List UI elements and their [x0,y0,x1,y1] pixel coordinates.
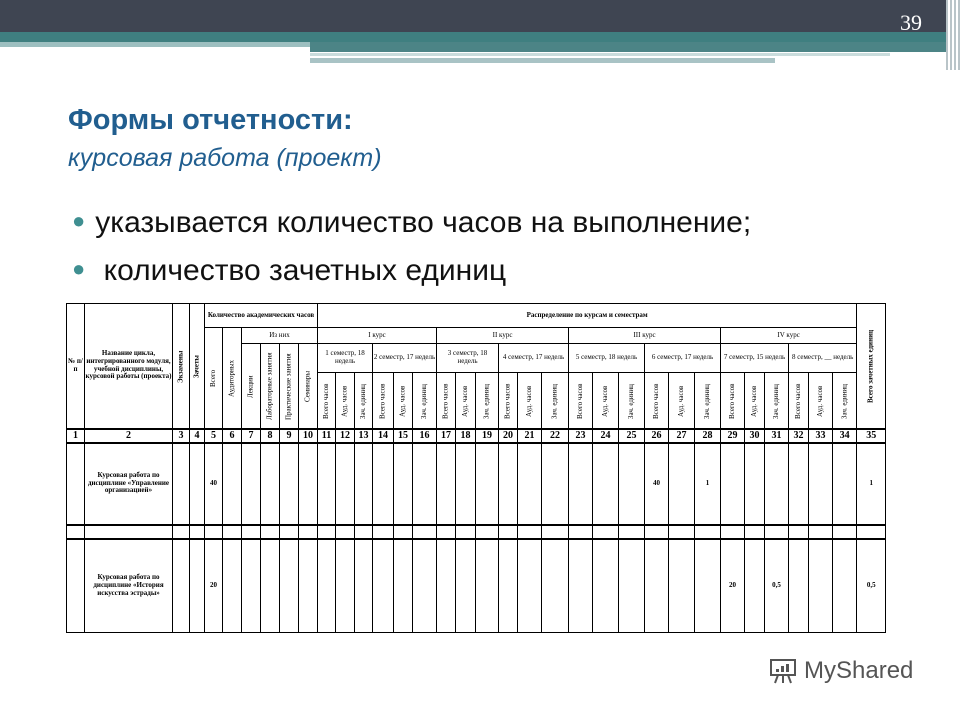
column-number: 25 [619,429,645,443]
header-name: Название цикла, интегрированного модуля, учебной дисциплины, курсовой работы (проекта) [85,304,173,429]
column-number: 11 [318,429,336,443]
header-line [310,53,890,56]
header-stripe [0,42,310,47]
table-cell [318,443,336,525]
logo-text: MyShared [804,657,914,684]
table-cell [394,539,413,633]
header-semester-subcol: Зач. единиц [765,373,789,429]
table-cell [789,525,809,539]
table-cell [619,539,645,633]
table-cell [373,525,394,539]
header-credits: Зачеты [190,304,205,429]
header-semester-subcol: Всего часов [437,373,456,429]
header-semester-subcol: Ауд. часов [809,373,833,429]
header-semester: 5 семестр, 18 недель [569,344,645,373]
bullet-item [72,206,751,240]
header-auditory: Аудиторных [223,328,242,429]
table-cell [67,539,85,633]
column-number: 30 [745,429,765,443]
table-row [67,304,886,328]
column-number: 22 [542,429,569,443]
header-course: III курс [569,328,721,344]
column-number: 9 [280,429,299,443]
header-lesson-type: Семинары [299,344,318,429]
table-cell [789,443,809,525]
table-cell [437,443,456,525]
header-of-which: Из них [242,328,318,344]
column-number: 2 [85,429,173,443]
table-cell [223,539,242,633]
discipline-name: Курсовая работа по дисциплине «Управление организацией» [85,443,173,525]
table-cell [695,525,721,539]
header-semester-subcol: Ауд. часов [336,373,355,429]
table-cell [318,539,336,633]
column-number: 34 [833,429,857,443]
table-cell [518,525,542,539]
table-cell [765,443,789,525]
table-cell [569,525,593,539]
header-exams: Экзамены [173,304,190,429]
header-hours-group: Количество академических часов [205,304,318,328]
table-cell [518,539,542,633]
header-semester-subcol: Зач. единиц [355,373,373,429]
header-semester: 3 семестр, 18 недель [437,344,499,373]
table-cell [67,525,85,539]
table-cell [413,443,437,525]
header-lesson-type: Лабораторные занятия [261,344,280,429]
table-cell [173,539,190,633]
column-number: 27 [669,429,695,443]
column-number: 29 [721,429,745,443]
header-semester-subcol: Зач. единиц [833,373,857,429]
table-cell: 20 [205,539,223,633]
table-cell [833,539,857,633]
column-number: 4 [190,429,205,443]
table-cell [499,539,518,633]
header-course: I курс [318,328,437,344]
header-bar [0,0,960,32]
header-edge [946,0,960,70]
header-semester-subcol: Ауд. часов [518,373,542,429]
table-cell [499,525,518,539]
table-cell: 1 [857,443,886,525]
table-cell [833,525,857,539]
table-cell [456,443,476,525]
table-cell [542,525,569,539]
header-semester-subcol: Всего часов [373,373,394,429]
table-cell [413,525,437,539]
column-number: 12 [336,429,355,443]
table-cell [542,443,569,525]
column-number: 1 [67,429,85,443]
table-cell [190,443,205,525]
table-cell [456,539,476,633]
table-cell: 0,5 [765,539,789,633]
table-cell [476,525,499,539]
table-cell [223,443,242,525]
column-number: 13 [355,429,373,443]
table-cell [336,539,355,633]
column-number: 17 [437,429,456,443]
column-number: 15 [394,429,413,443]
bullet-icon: ● [72,208,86,233]
table-cell [299,525,318,539]
column-number: 7 [242,429,261,443]
header-semester-subcol: Ауд. часов [593,373,619,429]
table-cell [394,525,413,539]
curriculum-table [66,303,886,633]
header-semester: 2 семестр, 17 недель [373,344,437,373]
table-cell [789,539,809,633]
header-number: № п/п [67,304,85,429]
table-cell [669,539,695,633]
header-semester-subcol: Всего часов [789,373,809,429]
slide-number: 39 [900,10,922,35]
header-line [310,58,775,63]
table-cell [456,525,476,539]
table-cell [569,539,593,633]
header-semester-subcol: Всего часов [318,373,336,429]
table-cell [809,539,833,633]
discipline-name [85,525,173,539]
table-cell [645,539,669,633]
header-semester: 6 семестр, 17 недель [645,344,721,373]
header-semester-subcol: Всего часов [645,373,669,429]
column-number: 24 [593,429,619,443]
bullet-icon: ● [72,256,86,281]
table-cell [476,443,499,525]
header-stripe [310,42,960,52]
table-cell [299,539,318,633]
slide-subtitle: курсовая работа (проект) [68,144,382,172]
table-cell [721,443,745,525]
discipline-name: Курсовая работа по дисциплине «История искусства эстрады» [85,539,173,633]
column-number: 23 [569,429,593,443]
header-semester-subcol: Ауд. часов [456,373,476,429]
header-lesson-type: Лекции [242,344,261,429]
header-stripe [0,32,960,42]
table-cell [67,443,85,525]
table-cell [745,443,765,525]
table-row [67,525,886,539]
header-semester-subcol: Зач. единиц [413,373,437,429]
header-total-units: Всего зачетных единиц [857,304,886,429]
table-cell [190,539,205,633]
header-semester-subcol: Зач. единиц [619,373,645,429]
table-cell: 40 [645,443,669,525]
table-cell [373,539,394,633]
table-cell [280,525,299,539]
header-lesson-type: Практические занятия [280,344,299,429]
slide-title: Формы отчетности: [68,104,353,136]
table-row [67,429,886,443]
column-number: 14 [373,429,394,443]
table-cell [593,539,619,633]
myshared-logo [768,656,913,686]
column-number: 10 [299,429,318,443]
table-cell [242,525,261,539]
table-cell [318,525,336,539]
table-cell [242,539,261,633]
header-total: Всего [205,328,223,429]
table-cell [721,525,745,539]
table-cell [669,525,695,539]
column-number: 21 [518,429,542,443]
header-course: II курс [437,328,569,344]
table-cell [173,525,190,539]
presentation-board-icon [768,656,798,686]
table-cell [569,443,593,525]
header-semester: 4 семестр, 17 недель [499,344,569,373]
header-semester-subcol: Ауд. часов [669,373,695,429]
table-cell [437,539,456,633]
column-number: 8 [261,429,280,443]
table-cell [645,525,669,539]
table-cell [280,539,299,633]
column-number: 19 [476,429,499,443]
column-number: 33 [809,429,833,443]
column-number: 5 [205,429,223,443]
table-cell: 1 [695,443,721,525]
table-cell [745,525,765,539]
bullet-text: указывается количество часов на выполнение; [95,206,752,239]
header-semester-subcol: Всего часов [721,373,745,429]
table-cell [336,525,355,539]
table-cell: 20 [721,539,745,633]
table-cell [765,525,789,539]
table-cell: 0,5 [857,539,886,633]
column-number: 3 [173,429,190,443]
table-cell [833,443,857,525]
table-cell [593,525,619,539]
table-row [67,443,886,525]
table-cell [695,539,721,633]
table-cell [336,443,355,525]
table-cell [173,443,190,525]
table-cell [373,443,394,525]
table-cell [242,443,261,525]
header-semester: 1 семестр, 18 недель [318,344,373,373]
header-semester-subcol: Всего часов [569,373,593,429]
table-cell [299,443,318,525]
header-semester-subcol: Всего часов [499,373,518,429]
column-number: 28 [695,429,721,443]
table-cell [355,525,373,539]
column-number: 35 [857,429,886,443]
table-cell [190,525,205,539]
table-cell: 40 [205,443,223,525]
table-cell [355,539,373,633]
table-cell [809,525,833,539]
table-cell [261,539,280,633]
table-cell [261,525,280,539]
table-cell [205,525,223,539]
bullet-item [72,254,506,288]
table-cell [499,443,518,525]
table-cell [394,443,413,525]
bullet-text: количество зачетных единиц [95,254,507,287]
table-cell [223,525,242,539]
table-row [67,539,886,633]
column-number: 26 [645,429,669,443]
table-cell [809,443,833,525]
header-semester-subcol: Зач. единиц [476,373,499,429]
header-semester-subcol: Ауд. часов [394,373,413,429]
table-cell [280,443,299,525]
column-number: 32 [789,429,809,443]
column-number: 20 [499,429,518,443]
table-cell [437,525,456,539]
table-cell [413,539,437,633]
table-cell [857,525,886,539]
header-semester-subcol: Ауд. часов [745,373,765,429]
table-cell [476,539,499,633]
header-distribution-group: Распределение по курсам и семестрам [318,304,857,328]
header-semester: 8 семестр, __ недель [789,344,857,373]
column-number: 18 [456,429,476,443]
table-cell [518,443,542,525]
table-cell [619,443,645,525]
table-cell [745,539,765,633]
table-cell [593,443,619,525]
header-semester-subcol: Зач. единиц [542,373,569,429]
column-number: 6 [223,429,242,443]
table-cell [619,525,645,539]
header-course: IV курс [721,328,857,344]
column-number: 31 [765,429,789,443]
table-cell [669,443,695,525]
header-semester: 7 семестр, 15 недель [721,344,789,373]
header-semester-subcol: Зач. единиц [695,373,721,429]
table-cell [355,443,373,525]
table-cell [261,443,280,525]
column-number: 16 [413,429,437,443]
table-cell [542,539,569,633]
